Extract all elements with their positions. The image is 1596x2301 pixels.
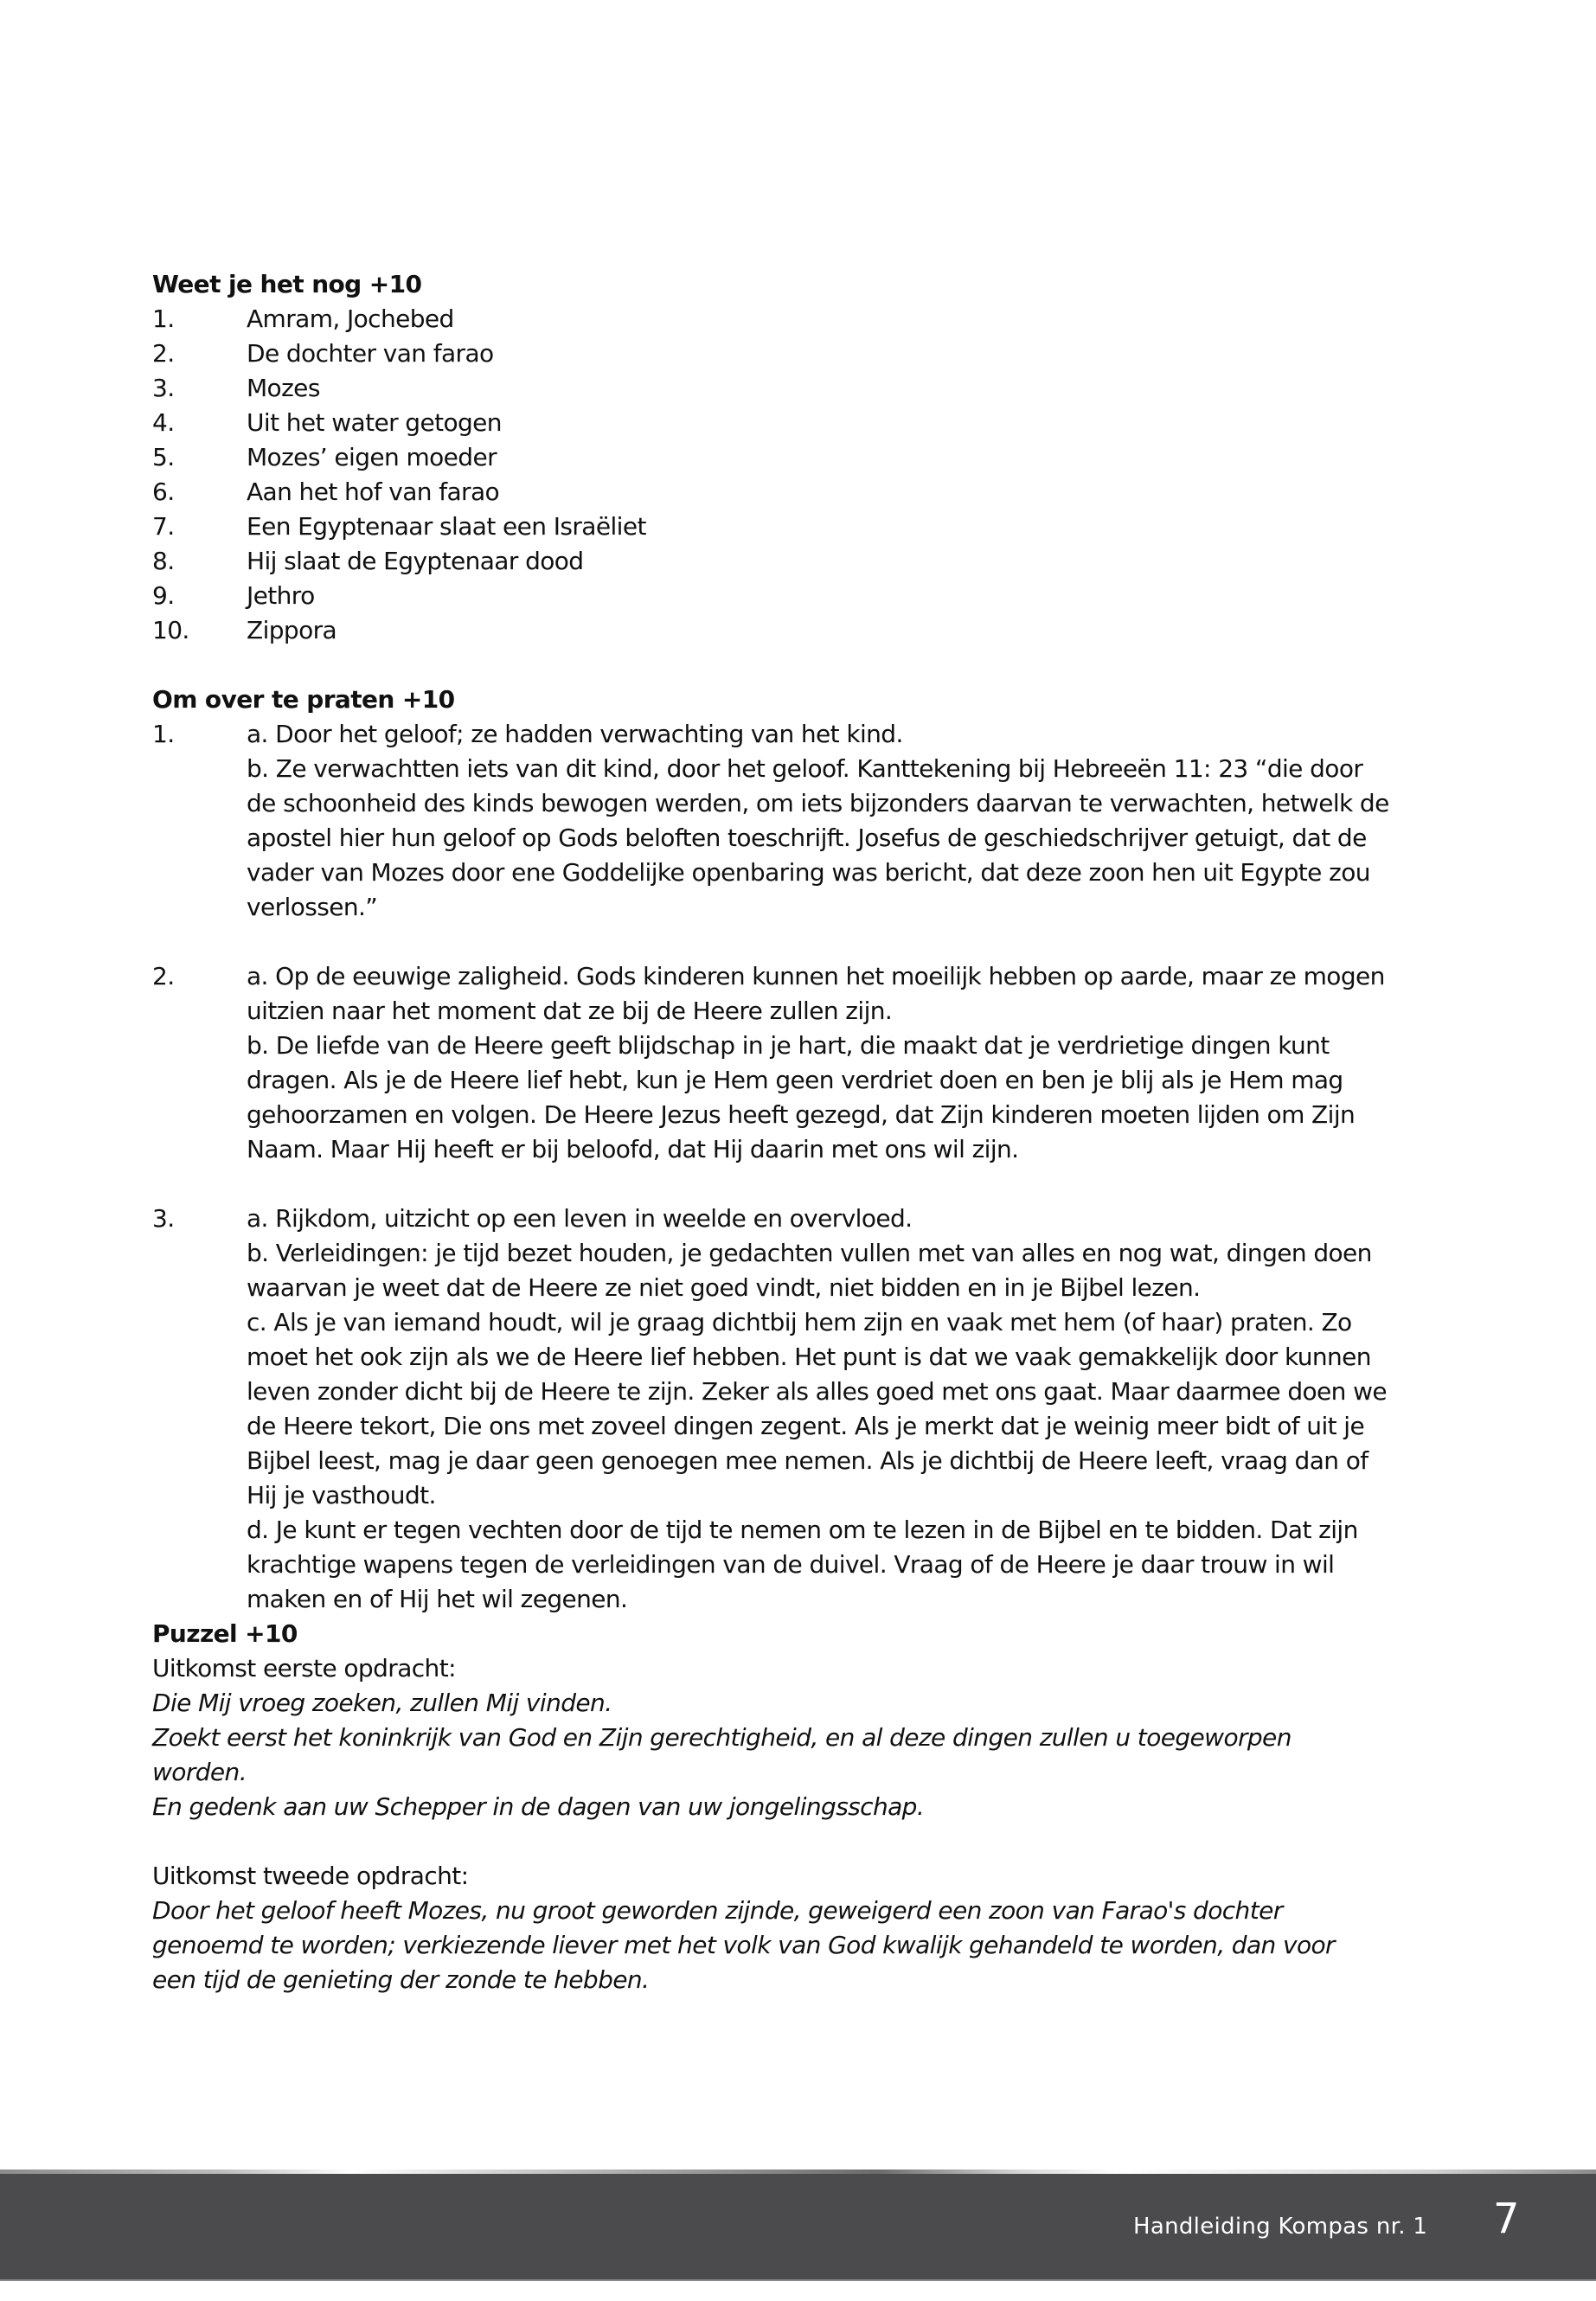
item-text: Hij slaat de Egyptenaar dood	[247, 547, 584, 575]
list-item	[152, 336, 1415, 371]
item-number: 3.	[152, 374, 175, 402]
answer-paragraph: a. Op de eeuwige zaligheid. Gods kinderen kunnen het moeilijk hebben op aarde, maar ze mogen uitzien naar het moment dat ze bij de Heere zullen zijn.	[247, 962, 1385, 1025]
answer-paragraph: a. Rijkdom, uitzicht op een leven in weelde en overvloed.	[247, 1204, 913, 1233]
second-assignment-text: Door het geloof heeft Mozes, nu groot geworden zijnde, geweigerd een zoon van Farao's dochter genoemd te worden; verkiezende liever met het volk van God kwalijk gehandeld te worden, dan voor een tijd de genieting der zonde te hebben.	[152, 1896, 1335, 1994]
answer-paragraph: b. Ze verwachtten iets van dit kind, door het geloof. Kanttekening bij Hebreeën 11: 23 “die door de schoonheid des kinds bewogen werden, om iets bijzonders daarvan te verwachten, hetwelk de apostel hier hun geloof op Gods beloften toeschrijft. Josefus de geschiedschrijver getuigt, dat de vader van Mozes door ene Goddelijke openbaring was bericht, dat deze zoon hen uit Egypte zou verlossen.”	[247, 754, 1389, 921]
answers	[247, 959, 1415, 1167]
section-weet-je-het-nog	[152, 267, 1415, 648]
answer-paragraph: b. De liefde van de Heere geeft blijdschap in je hart, die maakt dat je verdrietige dingen kunt dragen. Als je de Heere lief hebt, kun je Hem geen verdriet doen en ben je blij als je Hem mag gehoorzamen en volgen. De Heere Jezus heeft gezegd, dat Zijn kinderen moeten lijden om Zijn Naam. Maar Hij heeft er bij beloofd, dat Hij daarin met ons wil zijn.	[247, 1031, 1356, 1163]
spacer	[152, 1824, 1415, 1859]
question-number: 2.	[152, 962, 175, 990]
question-block	[152, 959, 1415, 1167]
list-item	[152, 544, 1415, 579]
item-number: 6.	[152, 478, 175, 506]
question-block	[152, 717, 1415, 925]
item-text: Amram, Jochebed	[247, 304, 454, 333]
section-om-over-te-praten	[152, 683, 1415, 1617]
question-number: 3.	[152, 1204, 175, 1233]
item-number: 9.	[152, 581, 175, 610]
item-number: 4.	[152, 408, 175, 437]
item-text: Mozes’ eigen moeder	[247, 443, 497, 471]
list-item	[152, 613, 1415, 648]
item-text: Aan het hof van farao	[247, 478, 500, 506]
answer-paragraph: b. Verleidingen: je tijd bezet houden, je gedachten vullen met van alles en nog wat, dingen doen waarvan je weet dat de Heere ze niet goed vindt, niet bidden en in je Bijbel lezen.	[247, 1239, 1372, 1302]
list-item	[152, 475, 1415, 510]
document-body	[152, 267, 1415, 1997]
answers	[247, 1202, 1415, 1617]
first-assignment-line: Zoekt eerst het koninkrijk van God en Zijn gerechtigheid, en al deze dingen zullen u toegeworpen worden.	[152, 1723, 1292, 1786]
first-assignment-line: En gedenk aan uw Schepper in de dagen van uw jongelingsschap.	[152, 1792, 925, 1821]
question-number: 1.	[152, 720, 175, 748]
item-number: 2.	[152, 339, 175, 368]
list-item	[152, 579, 1415, 613]
first-assignment-line: Die Mij vroeg zoeken, zullen Mij vinden.	[152, 1689, 612, 1717]
section-heading: Om over te praten +10	[152, 685, 455, 714]
second-assignment-label: Uitkomst tweede opdracht:	[152, 1862, 469, 1890]
footer-title: Handleiding Kompas nr. 1	[1133, 2214, 1428, 2240]
section-heading: Weet je het nog +10	[152, 270, 422, 298]
first-assignment-label: Uitkomst eerste opdracht:	[152, 1654, 456, 1682]
list-item	[152, 510, 1415, 544]
list-item	[152, 406, 1415, 440]
item-text: Zippora	[247, 616, 337, 644]
page-number: 7	[1493, 2195, 1520, 2243]
answer-list	[152, 302, 1415, 648]
list-item	[152, 371, 1415, 406]
answers	[247, 717, 1415, 925]
answer-paragraph: c. Als je van iemand houdt, wil je graag dichtbij hem zijn en vaak met hem (of haar) praten. Zo moet het ook zijn als we de Heere lief hebben. Het punt is dat we vaak gemakkelijk door kunnen leven zonder dicht bij de Heere te zijn. Zeker als alles goed met ons gaat. Maar daarmee doen we de Heere tekort, Die ons met zoveel dingen zegent. Als je merkt dat je weinig meer bidt of uit je Bijbel leest, mag je daar geen genoegen mee nemen. Als je dichtbij de Heere leeft, vraag dan of Hij je vasthoudt.	[247, 1308, 1388, 1509]
item-text: Een Egyptenaar slaat een Israëliet	[247, 512, 646, 541]
item-text: Mozes	[247, 374, 320, 402]
item-number: 8.	[152, 547, 175, 575]
list-item	[152, 302, 1415, 336]
question-block	[152, 1202, 1415, 1617]
section-heading: Puzzel +10	[152, 1619, 298, 1648]
item-text: De dochter van farao	[247, 339, 494, 368]
answer-paragraph: a. Door het geloof; ze hadden verwachting van het kind.	[247, 720, 903, 748]
item-text: Uit het water getogen	[247, 408, 502, 437]
page-footer	[0, 2174, 1596, 2281]
item-number: 7.	[152, 512, 175, 541]
item-text: Jethro	[247, 581, 315, 610]
section-puzzel	[152, 1617, 1415, 1997]
item-number: 5.	[152, 443, 175, 471]
item-number: 1.	[152, 304, 175, 333]
answer-paragraph: d. Je kunt er tegen vechten door de tijd te nemen om te lezen in de Bijbel en te bidden. Dat zijn krachtige wapens tegen de verleidingen van de duivel. Vraag of de Heere je daar trouw in wil maken en of Hij het wil zegenen.	[247, 1516, 1358, 1613]
item-number: 10.	[152, 616, 189, 644]
list-item	[152, 440, 1415, 475]
